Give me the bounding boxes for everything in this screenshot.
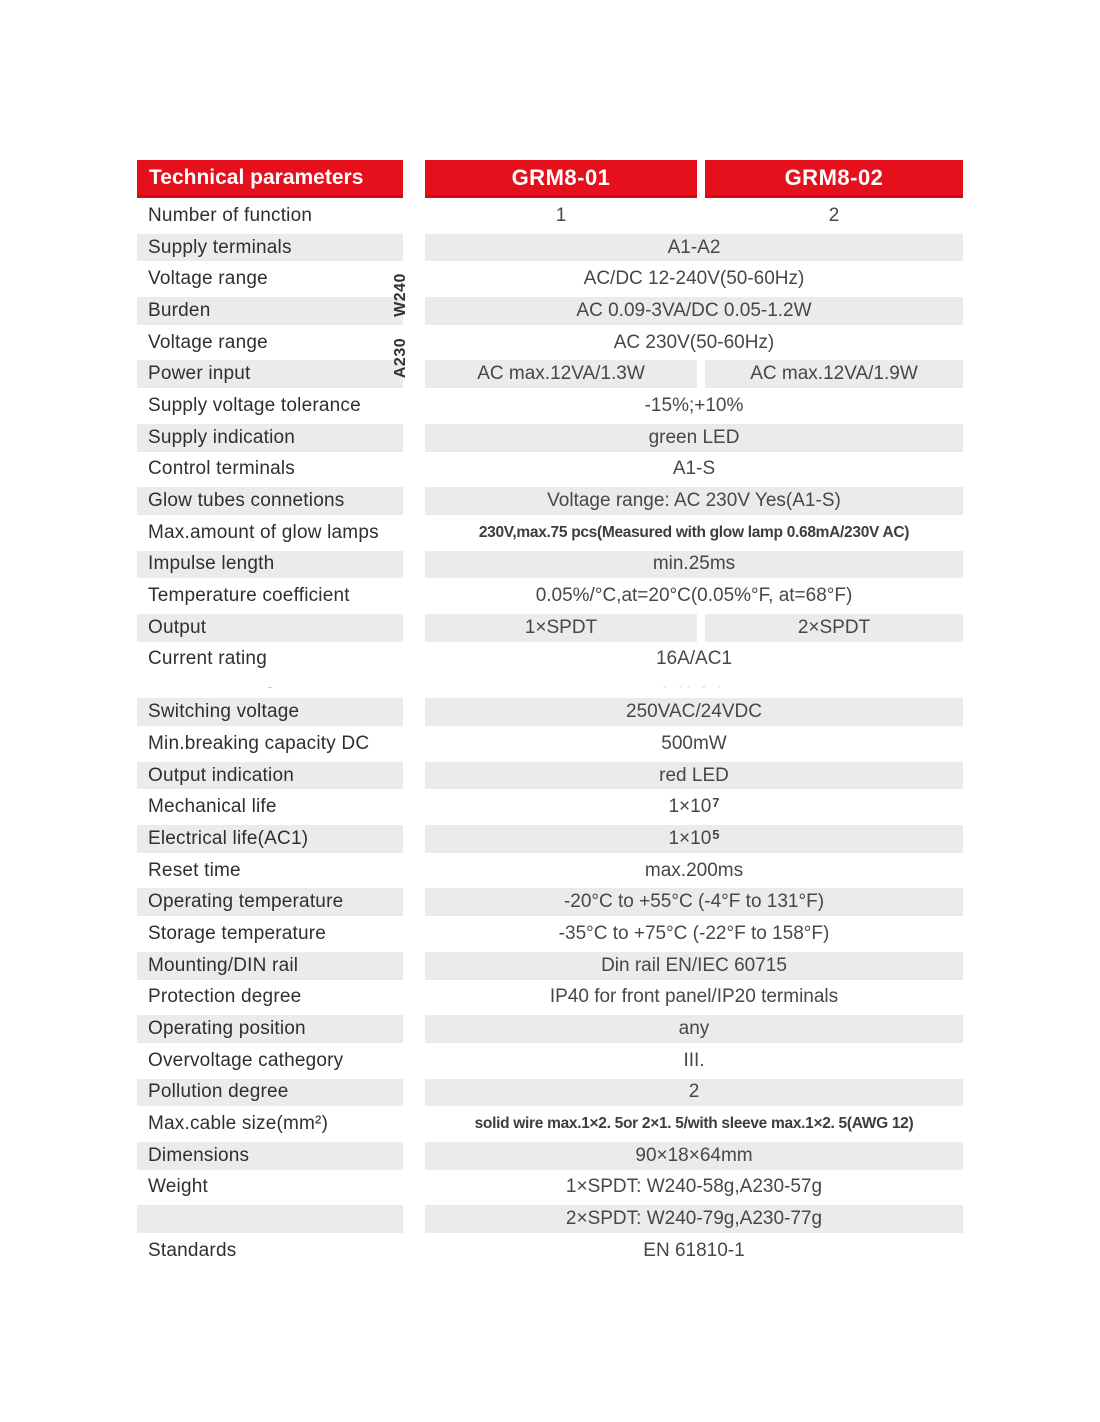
- param-label: Supply terminals: [137, 234, 403, 262]
- table-row-faded-remnant: [137, 675, 963, 696]
- param-value: red LED: [425, 762, 963, 790]
- param-label: Reset time: [148, 859, 241, 881]
- param-value: III.: [683, 1049, 705, 1071]
- param-label: Overvoltage cathegory: [148, 1049, 344, 1071]
- table-row-output: [137, 612, 963, 644]
- table-row-operating-temperature: [137, 886, 963, 918]
- value-base: 1×10: [668, 827, 712, 849]
- param-label: Storage temperature: [148, 922, 327, 944]
- table-row-supply-terminals: [137, 232, 963, 264]
- table-row-supply-voltage-tolerance: [137, 390, 963, 422]
- param-label: Dimensions: [137, 1142, 403, 1170]
- param-value: - ·· - ·: [663, 678, 725, 693]
- param-label: Voltage range: [148, 268, 268, 290]
- param-value-grm8-01: AC max.12VA/1.3W: [425, 360, 697, 388]
- group-label-a230: A230: [392, 337, 409, 379]
- header-grm8-02: GRM8-02: [705, 160, 963, 198]
- table-row-electrical-life: [137, 823, 963, 855]
- table-row-glow-tubes-connetions: [137, 485, 963, 517]
- param-value: any: [425, 1015, 963, 1043]
- param-value: EN 61810-1: [643, 1239, 745, 1261]
- table-row-standards: [137, 1235, 963, 1267]
- table-row-overvoltage-cathegory: [137, 1045, 963, 1077]
- param-value: 250VAC/24VDC: [425, 698, 963, 726]
- param-label: Power input: [137, 360, 403, 388]
- table-row-max-cable-size: [137, 1108, 963, 1140]
- table-row-impulse-length: [137, 549, 963, 581]
- param-label: Mounting/DIN rail: [137, 952, 403, 980]
- param-value: green LED: [425, 424, 963, 452]
- param-label: Burden: [137, 297, 403, 325]
- param-label: Output indication: [137, 762, 403, 790]
- table-row-switching-voltage: [137, 696, 963, 728]
- header-grm8-01: GRM8-01: [425, 160, 697, 198]
- table-row-operating-position: [137, 1013, 963, 1045]
- param-value: -15%;+10%: [644, 394, 744, 416]
- param-value-grm8-02: AC max.12VA/1.9W: [705, 360, 963, 388]
- table-row-max-amount-glow-lamps: [137, 517, 963, 549]
- value-base: 1×10: [668, 796, 712, 818]
- technical-parameters-table: [137, 160, 963, 1267]
- param-value: Voltage range: AC 230V Yes(A1-S): [425, 487, 963, 515]
- group-label-w240: W240: [392, 273, 409, 317]
- param-value: 500mW: [661, 732, 727, 754]
- param-value: -35°C to +75°C (-22°F to 158°F): [558, 922, 830, 944]
- param-value-grm8-02: 2×SPDT: [705, 614, 963, 642]
- param-value-grm8-01: 1×SPDT: [425, 614, 697, 642]
- table-row-voltage-range-w240: [137, 263, 963, 295]
- param-label: Voltage range: [148, 331, 268, 353]
- param-label: Control terminals: [148, 458, 296, 480]
- param-label: [137, 1205, 403, 1233]
- param-label: Operating temperature: [137, 888, 403, 916]
- param-label: Standards: [148, 1239, 237, 1261]
- param-label: Supply indication: [137, 424, 403, 452]
- param-label: Mechanical life: [148, 796, 277, 818]
- table-row-mounting-din-rail: [137, 950, 963, 982]
- param-value-grm8-01: 1: [555, 204, 567, 226]
- param-value: solid wire max.1×2. 5or 2×1. 5/with sleeve max.1×2. 5(AWG 12): [474, 1115, 914, 1133]
- table-row-number-of-function: [137, 200, 963, 232]
- table-row-control-terminals: [137, 454, 963, 486]
- table-row-pollution-degree: [137, 1077, 963, 1109]
- table-row-voltage-range-a230: [137, 327, 963, 359]
- param-value: AC/DC 12-240V(50-60Hz): [583, 268, 805, 290]
- param-value: -20°C to +55°C (-4°F to 131°F): [425, 888, 963, 916]
- table-row-weight-2spdt: [137, 1203, 963, 1235]
- table-row-power-input: [137, 358, 963, 390]
- param-value: 1×SPDT: W240-58g,A230-57g: [565, 1176, 823, 1198]
- table-row-burden: [137, 295, 963, 327]
- table-row-reset-time: [137, 855, 963, 887]
- table-row-temperature-coefficient: [137, 580, 963, 612]
- table-row-storage-temperature: [137, 918, 963, 950]
- param-label: Impulse length: [137, 551, 403, 579]
- table-header-row: [137, 160, 963, 198]
- param-value: 2×SPDT: W240-79g,A230-77g: [425, 1205, 963, 1233]
- param-label: Protection degree: [148, 986, 302, 1008]
- header-technical-parameters: Technical parameters: [137, 160, 403, 198]
- value-exponent: 7: [712, 795, 720, 811]
- table-row-min-breaking-capacity: [137, 728, 963, 760]
- param-value: max.200ms: [644, 859, 744, 881]
- param-value-grm8-02: 2: [828, 204, 840, 226]
- param-value: [425, 825, 963, 853]
- param-label: Output: [137, 614, 403, 642]
- table-row-supply-indication: [137, 422, 963, 454]
- param-label: Weight: [148, 1176, 208, 1198]
- param-label: Max.amount of glow lamps: [148, 521, 379, 543]
- param-value: 90×18×64mm: [425, 1142, 963, 1170]
- param-label: Number of function: [148, 204, 313, 226]
- param-value: 230V,max.75 pcs(Measured with glow lamp 0.68mA/230V AC): [478, 523, 910, 541]
- param-label: Operating position: [137, 1015, 403, 1043]
- param-value: A1-A2: [425, 234, 963, 262]
- param-label: Current rating: [148, 648, 267, 670]
- param-label: Switching voltage: [137, 698, 403, 726]
- table-row-current-rating: [137, 644, 963, 676]
- param-value: AC 0.09-3VA/DC 0.05-1.2W: [425, 297, 963, 325]
- param-label: Temperature coefficient: [148, 585, 350, 607]
- table-row-protection-degree: [137, 982, 963, 1014]
- param-value: IP40 for front panel/IP20 terminals: [549, 986, 839, 1008]
- param-value: [425, 793, 963, 821]
- param-label: Supply voltage tolerance: [148, 394, 361, 416]
- table-row-mechanical-life: [137, 791, 963, 823]
- param-label: -: [267, 677, 273, 694]
- table-row-weight-1spdt: [137, 1172, 963, 1204]
- param-value: Din rail EN/IEC 60715: [425, 952, 963, 980]
- param-value: 2: [425, 1079, 963, 1107]
- param-label: Electrical life(AC1): [137, 825, 403, 853]
- param-label: Pollution degree: [137, 1079, 403, 1107]
- table-row-output-indication: [137, 760, 963, 792]
- param-value: AC 230V(50-60Hz): [613, 331, 775, 353]
- table-row-dimensions: [137, 1140, 963, 1172]
- param-value: min.25ms: [425, 551, 963, 579]
- param-label: Min.breaking capacity DC: [148, 732, 370, 754]
- param-value: A1-S: [672, 458, 716, 480]
- param-label: Max.cable size(mm²): [148, 1113, 329, 1135]
- param-label: Glow tubes connetions: [137, 487, 403, 515]
- param-value: 16A/AC1: [655, 648, 733, 670]
- value-exponent: 5: [712, 827, 720, 843]
- param-value: 0.05%/°C,at=20°C(0.05%°F, at=68°F): [535, 585, 853, 607]
